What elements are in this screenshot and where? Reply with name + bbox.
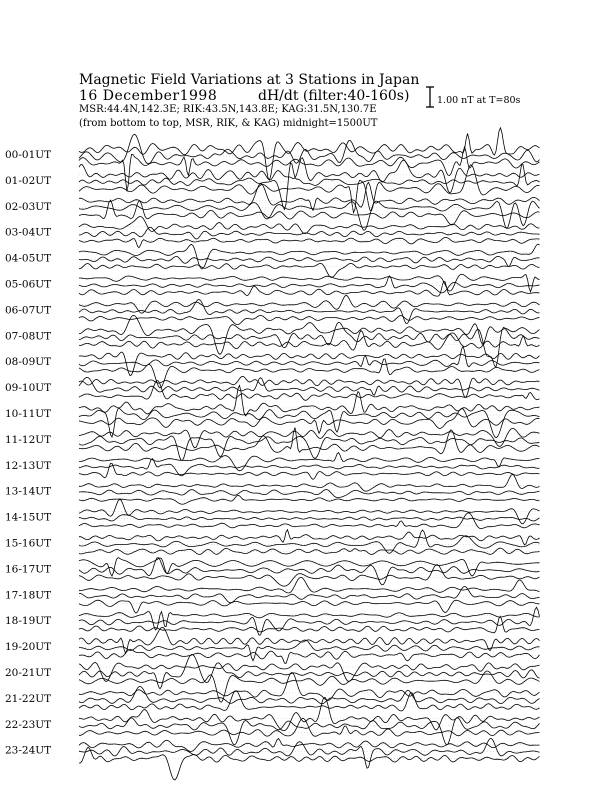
hour-label: 23-24UT (5, 744, 52, 757)
hour-label: 06-07UT (5, 304, 52, 317)
trace-msr (79, 616, 540, 632)
trace-kag (79, 352, 540, 376)
trace-rik (79, 515, 540, 521)
trace-rik (79, 686, 540, 703)
trace-rik (79, 256, 540, 266)
hour-row (5, 530, 540, 555)
hour-label: 05-06UT (5, 278, 52, 291)
trace-msr (79, 747, 540, 780)
hour-row (5, 607, 540, 635)
hour-label: 18-19UT (5, 615, 52, 628)
chart-title: Magnetic Field Variations at 3 Stations in Japan (79, 72, 420, 88)
trace-msr (79, 548, 540, 554)
trace-msr (79, 649, 540, 663)
hour-label: 04-05UT (5, 252, 52, 265)
hour-label: 08-09UT (5, 356, 52, 369)
trace-kag (79, 274, 540, 292)
hour-row (5, 385, 540, 437)
trace-rik (79, 227, 540, 239)
trace-kag (79, 182, 540, 210)
hour-row (5, 295, 540, 324)
trace-kag (79, 244, 540, 269)
hour-row (5, 274, 540, 296)
chart-date: 16 December1998 (79, 88, 218, 104)
hour-label: 17-18UT (5, 589, 52, 602)
hour-label: 12-13UT (5, 459, 52, 472)
trace-kag (79, 385, 540, 416)
hour-row (5, 244, 540, 277)
trace-msr (79, 237, 540, 247)
hour-label: 02-03UT (5, 200, 52, 213)
hour-row (5, 499, 540, 528)
trace-msr (79, 513, 540, 529)
hour-label: 11-12UT (5, 433, 52, 446)
scale-bar-label: 1.00 nT at T=80s (437, 95, 521, 106)
trace-msr (79, 281, 540, 296)
hour-row (5, 453, 540, 480)
hour-label: 10-11UT (5, 408, 52, 420)
hour-row (5, 627, 540, 663)
hour-label: 09-10UT (5, 382, 52, 395)
hour-label: 00-01UT (5, 149, 52, 161)
hour-row (5, 558, 540, 587)
trace-rik (79, 558, 540, 585)
trace-kag (79, 474, 540, 491)
trace-kag (79, 558, 540, 576)
hour-label: 19-20UT (5, 641, 52, 654)
hour-row (5, 739, 540, 780)
trace-rik (79, 640, 540, 661)
trace-msr (79, 263, 540, 277)
trace-order-note: (from bottom to top, MSR, RIK, & KAG) midnight=1500UT (79, 118, 378, 129)
trace-rik (79, 163, 540, 210)
trace-rik (79, 436, 540, 460)
trace-rik (79, 490, 540, 498)
hour-label: 01-02UT (5, 174, 52, 187)
trace-kag (79, 577, 540, 593)
hour-label: 13-14UT (5, 485, 52, 498)
hour-label: 07-08UT (5, 330, 52, 343)
trace-kag (79, 611, 540, 630)
trace-kag (79, 627, 540, 653)
trace-kag (79, 672, 540, 700)
hour-label: 20-21UT (5, 667, 52, 679)
trace-kag (79, 315, 540, 354)
hour-label: 16-17UT (5, 563, 52, 576)
trace-kag (79, 376, 540, 397)
trace-kag (79, 739, 540, 752)
trace-msr (79, 315, 540, 324)
trace-msr (79, 331, 540, 351)
filter-label: dH/dt (filter:40-160s) (258, 88, 410, 104)
hour-label: 14-15UT (5, 511, 52, 524)
trace-msr (79, 200, 540, 225)
hour-row (5, 474, 540, 504)
scale-bar-icon (426, 87, 434, 107)
station-coordinates: MSR:44.4N,142.3E; RIK:43.5N,143.8E; KAG:31.5N,130.7E (79, 104, 377, 115)
hour-label: 22-23UT (5, 718, 52, 731)
hour-row (5, 217, 540, 248)
hour-row (5, 376, 540, 400)
hour-label: 03-04UT (5, 226, 52, 239)
hour-row (5, 577, 540, 613)
hour-label: 21-22UT (5, 692, 52, 705)
hour-row (5, 182, 540, 230)
hour-label: 15-16UT (5, 537, 52, 550)
trace-rik (79, 654, 540, 688)
hour-row (5, 428, 540, 461)
trace-msr (79, 409, 540, 434)
